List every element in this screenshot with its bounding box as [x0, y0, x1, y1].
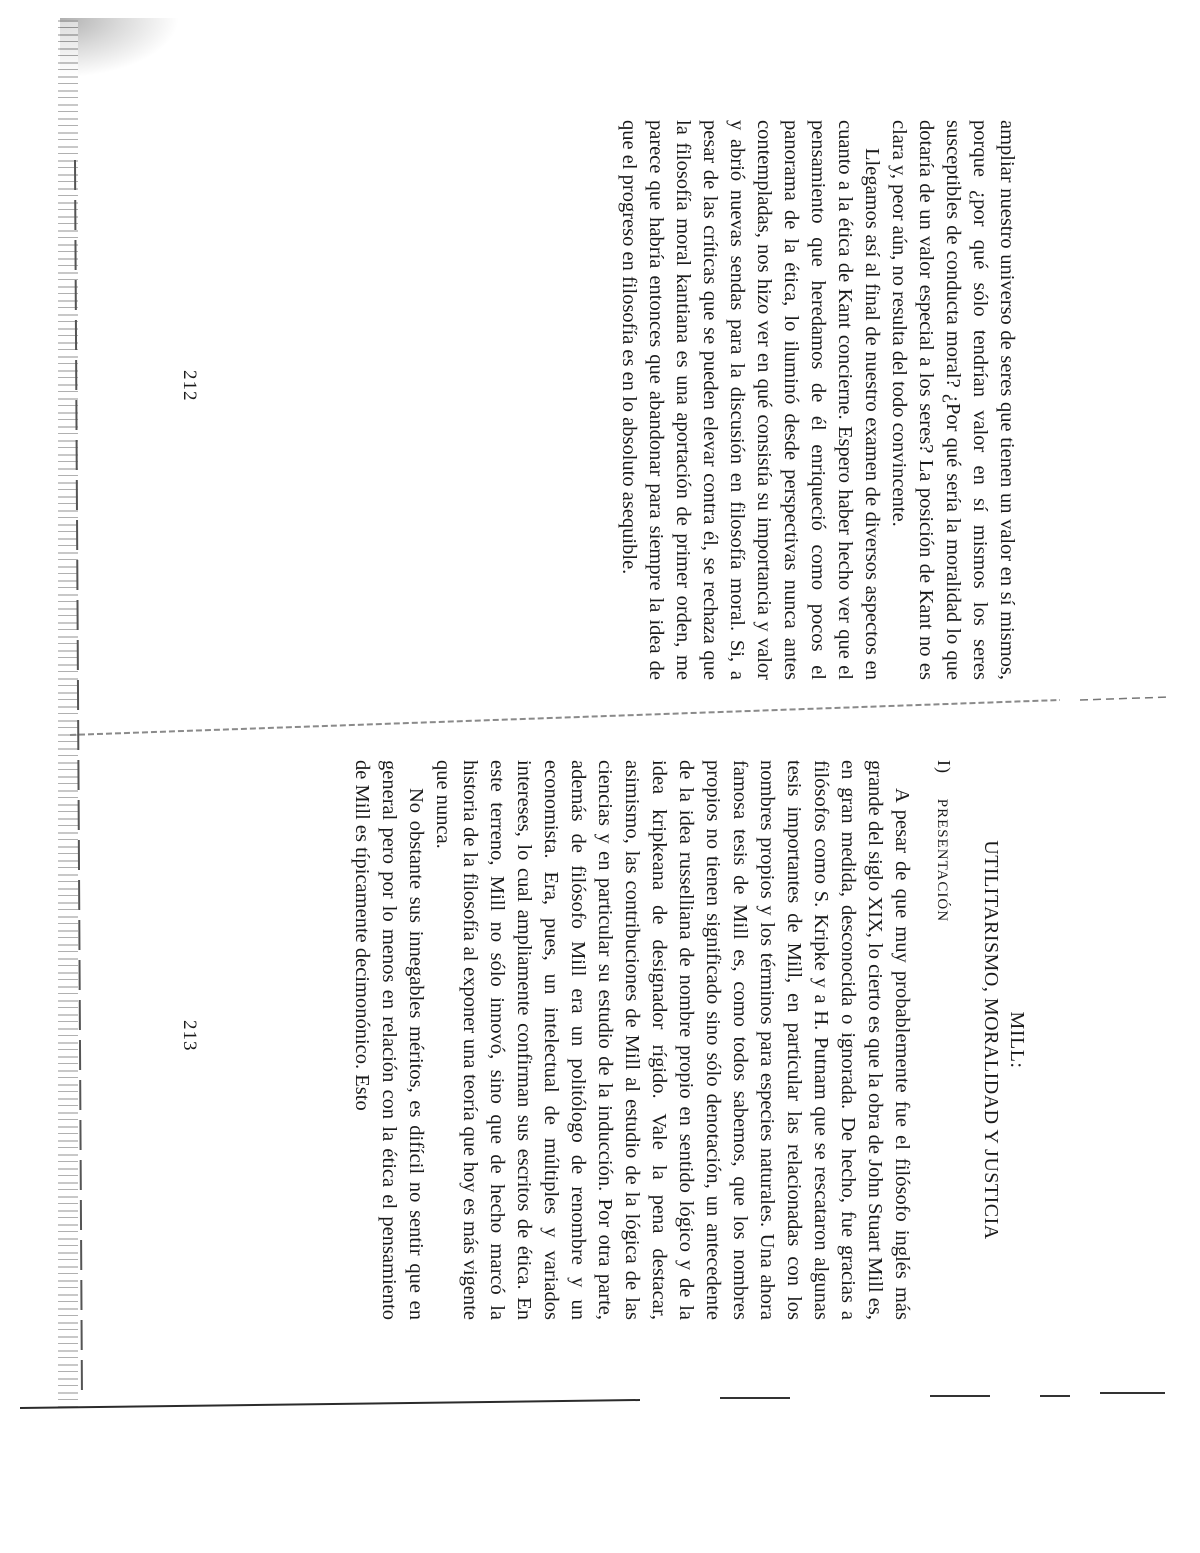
book-bottom-edge-line [20, 1400, 640, 1408]
chapter-title-line: MILL: [1006, 1011, 1028, 1069]
chapter-title [978, 760, 1030, 1320]
left-page-text [615, 120, 1020, 680]
right-page-text [348, 760, 915, 1320]
paragraph: No obstante sus innegables méritos, es difícil no sentir que en general pero por lo menos en relación con la ética el pensamiento de Mill es típicamente decimonónico. Esto [351, 760, 427, 1320]
page-number: 212 [179, 370, 200, 402]
paragraph: ampliar nuestro universo de seres que tienen un valor en sí mismos, porque ¿por qué sólo tendrían valor en sí mismos los seres susceptibles de conducta moral? ¿Por qué sería la moralidad lo que dotaría de un valor especial a los seres? La posición de Kant no es clara y, peor aún, no resulta del todo convincente. [888, 120, 1018, 680]
scan-edge-shadow [58, 20, 78, 1410]
left-page [80, 60, 1190, 700]
section-heading [933, 760, 954, 1320]
paragraph: A pesar de que muy probablemente fue el filósofo inglés más grande del siglo XIX, lo cierto es que la obra de John Stuart Mill es, en gran medida, desconocida o ignorada. De hecho, fue gracias a filósofos como S. Kripke y a H. Putnam que se rescataron algunas tesis importantes de Mill, en particular las relacionadas con los nombres propios y los términos para especies naturales. Una ahora famosa tesis de Mill es, como todos sabemos, que los nombres propios no tienen significado sino sólo denotación, un antecedente de la idea russelliana de nombre propio en sentido lógico y de la idea kripkeana de designador rígido. Vale la pena destacar, asimismo, las contribuciones de Mill al estudio de la lógica de las ciencias y en particular su estudio de la inducción. Por otra parte, además de filósofo Mill era un politólogo de renombre y un economista. Era, pues, un intelectual de múltiples y variados intereses, lo cual ampliamente confirman sus escritos de ética. En este terreno, Mill no sólo innovó, sino que de hecho marcó la historia de la filosofía al exponer una teoría que hoy es más vigente que nunca. [432, 760, 913, 1320]
section-mark: I) [934, 760, 954, 774]
section-title: PRESENTACIÓN [934, 798, 950, 923]
page-number: 213 [179, 1020, 200, 1052]
book-spread [80, 60, 1190, 1340]
right-page [80, 720, 1190, 1330]
paragraph: Llegamos así al final de nuestro examen de diversos aspectos en cuanto a la ética de Kant concierne. Espero haber hecho ver que el pensamiento que heredamos de él enriqueció como pocos el panorama de la ética, lo iluminó desde perspectivas nunca antes contempladas, nos hizo ver en qué consistía su importancia y valor y abrió nuevas sendas para la discusión en filosofía moral. Si, a pesar de las críticas que se pueden elevar contra él, se rechaza que la filosofía moral kantiana es una aportación de primer orden, me parece que habría entonces que abandonar para siempre la idea de que el progreso en filosofía es en lo absoluto asequible. [618, 120, 883, 680]
chapter-title-line: UTILITARISMO, MORALIDAD Y JUSTICIA [980, 840, 1002, 1240]
